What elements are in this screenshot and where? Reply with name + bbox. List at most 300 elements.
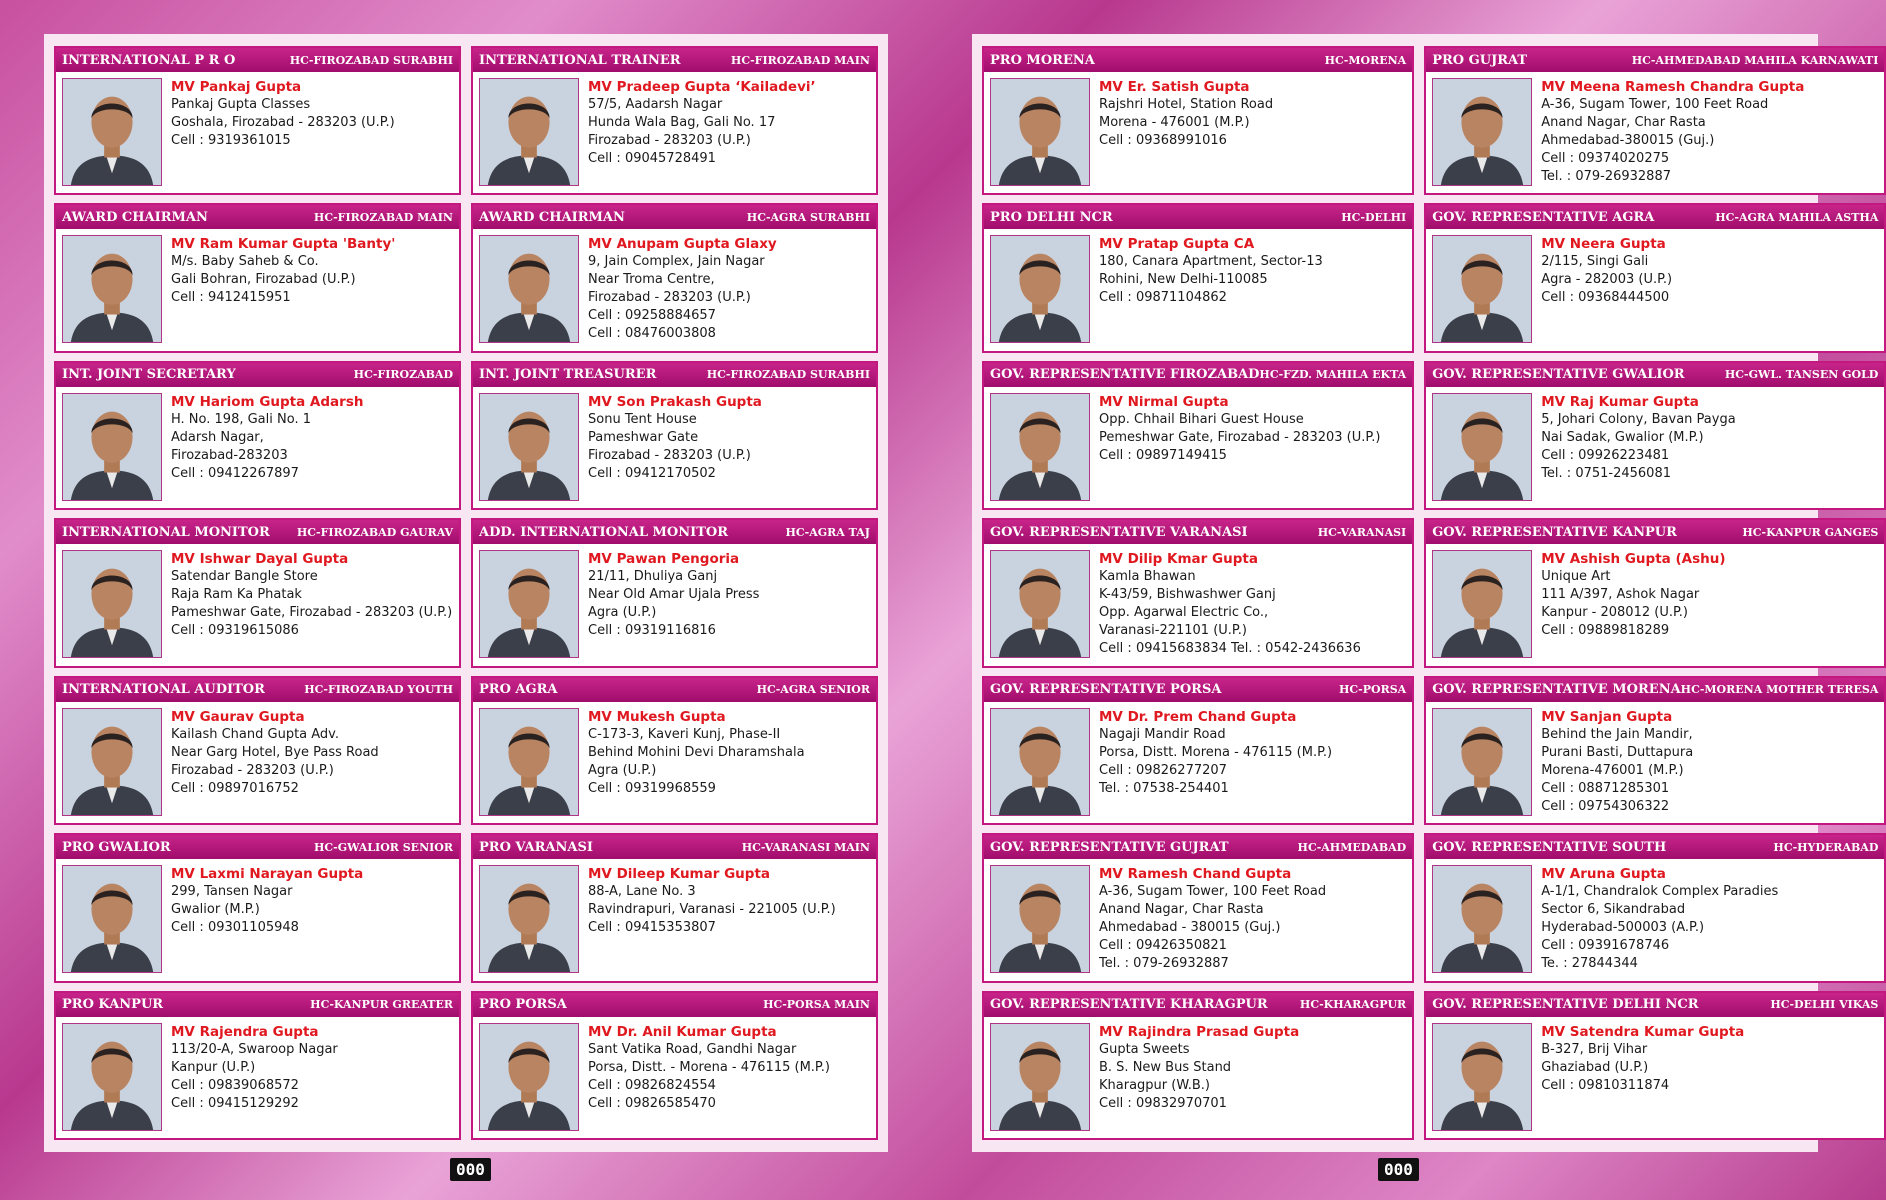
address-line: Agra (U.P.) xyxy=(588,762,657,778)
member-card xyxy=(1424,676,1886,825)
portrait-photo xyxy=(990,393,1090,501)
address-line: A-1/1, Chandralok Complex Paradies xyxy=(1541,884,1779,900)
card-header xyxy=(56,993,459,1017)
address-line: Kamla Bhawan xyxy=(1099,569,1196,585)
role-title: PRO PORSA xyxy=(479,997,567,1013)
member-name: MV Laxmi Narayan Gupta xyxy=(171,866,364,883)
address-line: Gupta Sweets xyxy=(1099,1041,1190,1057)
card-body xyxy=(984,859,1412,980)
address-line: Near Old Amar Ujala Press xyxy=(588,587,760,603)
portrait-photo xyxy=(479,393,579,501)
member-card xyxy=(982,361,1414,510)
branch-name: HC-PORSA MAIN xyxy=(763,998,870,1012)
portrait-photo xyxy=(1432,235,1532,343)
contact-info xyxy=(1541,550,1725,659)
card-body xyxy=(984,1017,1412,1138)
card-body xyxy=(984,72,1412,193)
branch-name: HC-FIROZABAD xyxy=(353,368,453,382)
portrait-photo xyxy=(479,865,579,973)
portrait-photo xyxy=(990,235,1090,343)
contact-info xyxy=(1541,78,1804,187)
card-header xyxy=(473,520,876,544)
role-title: INTERNATIONAL TRAINER xyxy=(479,52,681,68)
card-body xyxy=(473,387,876,508)
right-page-number: 000 xyxy=(1378,1158,1419,1181)
card-body xyxy=(1426,1017,1884,1138)
card-header xyxy=(473,835,876,859)
member-name: MV Gaurav Gupta xyxy=(171,708,305,725)
address-line: Kharagpur (W.B.) xyxy=(1099,1077,1210,1093)
member-name: MV Pankaj Gupta xyxy=(171,79,302,95)
contact-info xyxy=(1099,393,1380,502)
address-line: Cell : 09832970701 xyxy=(1099,1095,1227,1111)
address-line: Ghaziabad (U.P.) xyxy=(1541,1059,1649,1075)
address-line: Kanpur (U.P.) xyxy=(171,1059,256,1075)
portrait-photo xyxy=(1432,393,1532,501)
address-line: Cell : 09319116816 xyxy=(588,623,716,639)
branch-name: HC-AHMEDABAD MAHILA KARNAWATI xyxy=(1631,53,1879,67)
role-title: PRO MORENA xyxy=(990,52,1095,68)
branch-name: HC-AGRA SURABHI xyxy=(746,210,870,224)
address-line: Morena - 476001 (M.P.) xyxy=(1099,115,1250,130)
card-body xyxy=(56,1017,459,1138)
contact-info xyxy=(588,550,759,659)
member-name: MV Ashish Gupta (Ashu) xyxy=(1541,551,1726,568)
role-title: GOV. REPRESENTATIVE MORENA xyxy=(1432,682,1681,698)
member-name: MV Dileep Kumar Gupta xyxy=(588,866,771,883)
member-card xyxy=(471,518,878,667)
address-line: A-36, Sugam Tower, 100 Feet Road xyxy=(1541,97,1769,112)
member-card xyxy=(54,203,461,352)
address-line: 5, Johari Colony, Bavan Payga xyxy=(1541,411,1736,427)
address-line: Cell : 09826277207 xyxy=(1099,762,1227,778)
address-line: Cell : 09412267897 xyxy=(171,465,299,481)
card-header xyxy=(473,993,876,1017)
member-name: MV Pradeep Gupta ‘Kailadevi’ xyxy=(588,79,816,95)
member-card xyxy=(1424,991,1886,1140)
member-card xyxy=(471,361,878,510)
address-line: Behind Mohini Devi Dharamshala xyxy=(588,744,805,760)
address-line: Pemeshwar Gate, Firozabad - 283203 (U.P.) xyxy=(1099,429,1381,445)
role-title: GOV. REPRESENTATIVE FIROZABAD xyxy=(990,367,1260,383)
role-title: PRO VARANASI xyxy=(479,839,593,855)
member-card xyxy=(1424,46,1886,195)
role-title: GOV. REPRESENTATIVE SOUTH xyxy=(1432,839,1667,855)
contact-info xyxy=(171,235,395,344)
address-line: Pameshwar Gate, Firozabad - 283203 (U.P.) xyxy=(171,605,453,621)
card-header xyxy=(473,205,876,229)
address-line: Cell : 09839068572 xyxy=(171,1077,299,1093)
portrait-photo xyxy=(62,78,162,186)
contact-info xyxy=(1541,708,1693,817)
address-line: Purani Basti, Duttapura xyxy=(1541,744,1694,760)
address-line: Nagaji Mandir Road xyxy=(1099,726,1226,742)
address-line: Adarsh Nagar, xyxy=(171,429,264,445)
address-line: 9, Jain Complex, Jain Nagar xyxy=(588,254,765,270)
contact-info xyxy=(171,708,379,817)
card-body xyxy=(473,859,876,980)
role-title: GOV. REPRESENTATIVE KANPUR xyxy=(1432,524,1677,540)
member-name: MV Hariom Gupta Adarsh xyxy=(171,393,364,410)
left-card-grid xyxy=(54,46,878,1140)
member-name: MV Nirmal Gupta xyxy=(1099,393,1229,410)
address-line: Tel. : 0751-2456081 xyxy=(1541,465,1671,481)
address-line: Kanpur - 208012 (U.P.) xyxy=(1541,605,1688,621)
member-card xyxy=(982,676,1414,825)
role-title: GOV. REPRESENTATIVE VARANASI xyxy=(990,524,1248,540)
address-line: Unique Art xyxy=(1541,569,1611,585)
portrait-photo xyxy=(62,865,162,973)
member-name: MV Aruna Gupta xyxy=(1541,866,1666,883)
portrait-photo xyxy=(1432,865,1532,973)
member-card xyxy=(1424,361,1886,510)
address-line: Cell : 09319968559 xyxy=(588,780,716,796)
member-card xyxy=(1424,518,1886,667)
role-title: GOV. REPRESENTATIVE GWALIOR xyxy=(1432,367,1685,383)
address-line: Porsa, Distt. - Morena - 476115 (M.P.) xyxy=(588,1059,830,1075)
address-line: A-36, Sugam Tower, 100 Feet Road xyxy=(1099,884,1327,900)
address-line: Goshala, Firozabad - 283203 (U.P.) xyxy=(171,115,395,130)
branch-name: HC-FIROZABAD MAIN xyxy=(730,53,870,67)
card-body xyxy=(56,544,459,665)
address-line: Cell : 09368444500 xyxy=(1541,290,1670,306)
card-header xyxy=(1426,835,1884,859)
card-header xyxy=(1426,520,1884,544)
member-card xyxy=(982,203,1414,352)
member-name: MV Mukesh Gupta xyxy=(588,708,726,725)
contact-info xyxy=(171,393,363,502)
portrait-photo xyxy=(990,865,1090,973)
member-card xyxy=(471,203,878,352)
address-line: Cell : 09826824554 xyxy=(588,1077,716,1093)
role-title: GOV. REPRESENTATIVE AGRA xyxy=(1432,209,1655,225)
portrait-photo xyxy=(62,1023,162,1131)
branch-name: HC-PORSA xyxy=(1339,683,1407,697)
role-title: AWARD CHAIRMAN xyxy=(479,209,625,225)
card-body xyxy=(473,702,876,823)
portrait-photo xyxy=(990,1023,1090,1131)
address-line: Near Troma Centre, xyxy=(588,272,715,288)
address-line: B. S. New Bus Stand xyxy=(1099,1059,1232,1075)
address-line: Te. : 27844344 xyxy=(1541,956,1638,972)
address-line: Cell : 09754306322 xyxy=(1541,798,1670,814)
right-page xyxy=(972,34,1879,1152)
address-line: Cell : 09045728491 xyxy=(588,151,716,166)
portrait-photo xyxy=(62,393,162,501)
card-header xyxy=(1426,205,1884,229)
member-name: MV Son Prakash Gupta xyxy=(588,393,762,410)
member-card xyxy=(1424,833,1886,982)
contact-info xyxy=(1541,393,1735,502)
address-line: Cell : 09319615086 xyxy=(171,623,299,639)
address-line: Gwalior (M.P.) xyxy=(171,902,260,918)
address-line: Sant Vatika Road, Gandhi Nagar xyxy=(588,1041,797,1057)
address-line: 299, Tansen Nagar xyxy=(171,884,293,900)
address-line: Cell : 09889818289 xyxy=(1541,623,1670,639)
card-body xyxy=(1426,544,1884,665)
card-body xyxy=(56,859,459,980)
card-header xyxy=(56,520,459,544)
card-header xyxy=(1426,363,1884,387)
branch-name: HC-HYDERABAD xyxy=(1773,840,1879,854)
member-card xyxy=(54,361,461,510)
left-page xyxy=(44,34,888,1152)
address-line: Cell : 09374020275 xyxy=(1541,151,1670,166)
contact-info xyxy=(1541,865,1778,974)
contact-info xyxy=(171,865,363,974)
member-name: MV Dr. Anil Kumar Gupta xyxy=(588,1023,777,1040)
portrait-photo xyxy=(62,235,162,343)
address-line: Cell : 09301105948 xyxy=(171,920,299,936)
branch-name: HC-AHMEDABAD xyxy=(1297,840,1407,854)
role-title: PRO GWALIOR xyxy=(62,839,171,855)
member-name: MV Anupam Gupta Glaxy xyxy=(588,236,777,253)
address-line: Varanasi-221101 (U.P.) xyxy=(1099,623,1247,639)
address-line: Cell : 09415353807 xyxy=(588,920,716,936)
card-header xyxy=(984,363,1412,387)
card-body xyxy=(984,702,1412,823)
address-line: Cell : 9319361015 xyxy=(171,133,291,148)
member-name: MV Dr. Prem Chand Gupta xyxy=(1099,708,1297,725)
contact-info xyxy=(171,550,452,659)
address-line: Cell : 09426350821 xyxy=(1099,938,1227,954)
address-line: Anand Nagar, Char Rasta xyxy=(1099,902,1264,918)
branch-name: HC-VARANASI xyxy=(1317,525,1407,539)
address-line: Cell : 09415129292 xyxy=(171,1095,299,1111)
role-title: GOV. REPRESENTATIVE DELHI NCR xyxy=(1432,997,1699,1013)
address-line: 57/5, Aadarsh Nagar xyxy=(588,97,723,112)
member-card xyxy=(982,833,1414,982)
card-header xyxy=(984,48,1412,72)
member-card xyxy=(471,46,878,195)
portrait-photo xyxy=(990,550,1090,658)
address-line: Hunda Wala Bag, Gali No. 17 xyxy=(588,115,776,130)
address-line: Behind the Jain Mandir, xyxy=(1541,726,1693,742)
card-body xyxy=(473,229,876,350)
member-name: MV Pratap Gupta CA xyxy=(1099,236,1255,253)
address-line: Firozabad - 283203 (U.P.) xyxy=(588,447,751,463)
branch-name: HC-GWALIOR SENIOR xyxy=(314,840,453,854)
card-body xyxy=(1426,229,1884,350)
address-line: Sonu Tent House xyxy=(588,411,697,427)
role-title: ADD. INTERNATIONAL MONITOR xyxy=(479,524,729,540)
card-body xyxy=(984,544,1412,665)
contact-info xyxy=(588,78,816,187)
portrait-photo xyxy=(1432,78,1532,186)
address-line: Firozabad - 283203 (U.P.) xyxy=(588,290,751,306)
member-name: MV Neera Gupta xyxy=(1541,236,1666,253)
portrait-photo xyxy=(479,708,579,816)
role-title: GOV. REPRESENTATIVE KHARAGPUR xyxy=(990,997,1268,1013)
member-name: MV Dilip Kmar Gupta xyxy=(1099,551,1258,568)
card-header xyxy=(473,48,876,72)
member-name: MV Ramesh Chand Gupta xyxy=(1099,866,1292,883)
address-line: Opp. Agarwal Electric Co., xyxy=(1099,605,1269,621)
address-line: 2/115, Singi Gali xyxy=(1541,254,1649,270)
address-line: Agra - 282003 (U.P.) xyxy=(1541,272,1673,288)
card-body xyxy=(473,72,876,193)
card-header xyxy=(56,835,459,859)
card-body xyxy=(984,229,1412,350)
portrait-photo xyxy=(1432,1023,1532,1131)
member-name: MV Satendra Kumar Gupta xyxy=(1541,1023,1745,1040)
address-line: Hyderabad-500003 (A.P.) xyxy=(1541,920,1705,936)
contact-info xyxy=(588,1023,830,1132)
address-line: Cell : 09871104862 xyxy=(1099,290,1227,306)
contact-info xyxy=(171,1023,338,1132)
member-card xyxy=(54,46,461,195)
member-name: MV Rajendra Gupta xyxy=(171,1023,319,1040)
portrait-photo xyxy=(62,708,162,816)
card-header xyxy=(984,205,1412,229)
member-name: MV Ishwar Dayal Gupta xyxy=(171,551,349,568)
branch-name: HC-FIROZABAD YOUTH xyxy=(304,683,453,697)
address-line: Opp. Chhail Bihari Guest House xyxy=(1099,411,1304,427)
portrait-photo xyxy=(479,235,579,343)
branch-name: HC-GWL. TANSEN GOLD xyxy=(1724,368,1879,382)
card-header xyxy=(56,48,459,72)
contact-info xyxy=(1099,78,1273,187)
card-header xyxy=(984,520,1412,544)
portrait-photo xyxy=(990,708,1090,816)
role-title: INTERNATIONAL AUDITOR xyxy=(62,682,265,698)
address-line: Porsa, Distt. Morena - 476115 (M.P.) xyxy=(1099,744,1333,760)
branch-name: HC-AGRA TAJ xyxy=(785,525,870,539)
branch-name: HC-MORENA xyxy=(1324,53,1407,67)
address-line: Cell : 08476003808 xyxy=(588,326,716,342)
address-line: M/s. Baby Saheb & Co. xyxy=(171,254,319,270)
branch-name: HC-FIROZABAD GAURAV xyxy=(296,525,453,539)
address-line: Rohini, New Delhi-110085 xyxy=(1099,272,1268,288)
address-line: Nai Sadak, Gwalior (M.P.) xyxy=(1541,429,1704,445)
card-header xyxy=(984,993,1412,1017)
contact-info xyxy=(1099,865,1326,974)
address-line: Sector 6, Sikandrabad xyxy=(1541,902,1686,918)
portrait-photo xyxy=(990,78,1090,186)
address-line: C-173-3, Kaveri Kunj, Phase-II xyxy=(588,726,781,742)
address-line: Cell : 09897016752 xyxy=(171,780,299,796)
address-line: Cell : 9412415951 xyxy=(171,290,291,306)
card-header xyxy=(984,678,1412,702)
portrait-photo xyxy=(62,550,162,658)
branch-name: HC-FIROZABAD MAIN xyxy=(313,210,453,224)
address-line: 111 A/397, Ashok Nagar xyxy=(1541,587,1700,603)
member-card xyxy=(1424,203,1886,352)
address-line: Tel. : 079-26932887 xyxy=(1099,956,1229,972)
contact-info xyxy=(588,865,836,974)
card-header xyxy=(56,678,459,702)
card-header xyxy=(473,678,876,702)
right-card-grid xyxy=(982,46,1879,1140)
branch-name: HC-FZD. MAHILA EKTA xyxy=(1259,368,1407,382)
contact-info xyxy=(1541,235,1672,344)
branch-name: HC-KHARAGPUR xyxy=(1299,998,1407,1012)
address-line: 88-A, Lane No. 3 xyxy=(588,884,696,900)
address-line: 113/20-A, Swaroop Nagar xyxy=(171,1041,338,1057)
member-card xyxy=(54,833,461,982)
card-body xyxy=(984,387,1412,508)
member-name: MV Rajindra Prasad Gupta xyxy=(1099,1023,1300,1040)
card-body xyxy=(1426,859,1884,980)
card-body xyxy=(1426,387,1884,508)
address-line: Morena-476001 (M.P.) xyxy=(1541,762,1684,778)
contact-info xyxy=(1541,1023,1744,1132)
address-line: Satendar Bangle Store xyxy=(171,569,318,585)
address-line: Cell : 09258884657 xyxy=(588,308,716,324)
branch-name: HC-VARANASI MAIN xyxy=(741,840,870,854)
member-card xyxy=(471,833,878,982)
role-title: GOV. REPRESENTATIVE PORSA xyxy=(990,682,1222,698)
card-body xyxy=(1426,72,1884,193)
branch-name: HC-FIROZABAD SURABHI xyxy=(706,368,870,382)
card-header xyxy=(1426,48,1884,72)
address-line: Pankaj Gupta Classes xyxy=(171,97,311,112)
role-title: PRO KANPUR xyxy=(62,997,164,1013)
address-line: Cell : 09368991016 xyxy=(1099,133,1227,148)
card-body xyxy=(1426,702,1884,823)
address-line: Pameshwar Gate xyxy=(588,429,699,445)
member-card xyxy=(471,991,878,1140)
card-body xyxy=(56,229,459,350)
branch-name: HC-KANPUR GREATER xyxy=(310,998,453,1012)
card-header xyxy=(1426,678,1884,702)
member-card xyxy=(54,991,461,1140)
portrait-photo xyxy=(479,550,579,658)
role-title: INTERNATIONAL MONITOR xyxy=(62,524,270,540)
card-body xyxy=(56,72,459,193)
address-line: Cell : 08871285301 xyxy=(1541,780,1670,796)
address-line: Cell : 09415683834 Tel. : 0542-2436636 xyxy=(1099,641,1361,657)
portrait-photo xyxy=(479,1023,579,1131)
address-line: Ahmedabad-380015 (Guj.) xyxy=(1541,133,1715,148)
member-name: MV Ram Kumar Gupta 'Banty' xyxy=(171,236,396,253)
role-title: PRO DELHI NCR xyxy=(990,209,1113,225)
role-title: INT. JOINT SECRETARY xyxy=(62,367,236,383)
address-line: Cell : 09412170502 xyxy=(588,465,716,481)
member-card xyxy=(54,518,461,667)
address-line: Cell : 09926223481 xyxy=(1541,447,1670,463)
address-line: 21/11, Dhuliya Ganj xyxy=(588,569,718,585)
portrait-photo xyxy=(1432,708,1532,816)
member-name: MV Er. Satish Gupta xyxy=(1099,79,1250,95)
member-name: MV Raj Kumar Gupta xyxy=(1541,393,1699,410)
branch-name: HC-MORENA MOTHER TERESA xyxy=(1680,683,1879,697)
member-card xyxy=(54,676,461,825)
contact-info xyxy=(588,708,805,817)
member-name: MV Meena Ramesh Chandra Gupta xyxy=(1541,79,1805,95)
address-line: Ahmedabad - 380015 (Guj.) xyxy=(1099,920,1281,936)
role-title: PRO GUJRAT xyxy=(1432,52,1528,68)
address-line: 180, Canara Apartment, Sector-13 xyxy=(1099,254,1323,270)
branch-name: HC-KANPUR GANGES xyxy=(1742,525,1879,539)
address-line: Near Garg Hotel, Bye Pass Road xyxy=(171,744,379,760)
address-line: B-327, Brij Vihar xyxy=(1541,1041,1648,1057)
card-body xyxy=(473,1017,876,1138)
address-line: Tel. : 07538-254401 xyxy=(1099,780,1229,796)
card-header xyxy=(56,363,459,387)
card-body xyxy=(56,702,459,823)
branch-name: HC-AGRA SENIOR xyxy=(756,683,870,697)
contact-info xyxy=(1099,708,1332,817)
role-title: INT. JOINT TREASURER xyxy=(479,367,657,383)
address-line: Tel. : 079-26932887 xyxy=(1541,169,1671,184)
contact-info xyxy=(588,235,777,344)
contact-info xyxy=(171,78,395,187)
address-line: Firozabad - 283203 (U.P.) xyxy=(171,762,334,778)
card-body xyxy=(473,544,876,665)
address-line: Rajshri Hotel, Station Road xyxy=(1099,97,1274,112)
role-title: AWARD CHAIRMAN xyxy=(62,209,208,225)
